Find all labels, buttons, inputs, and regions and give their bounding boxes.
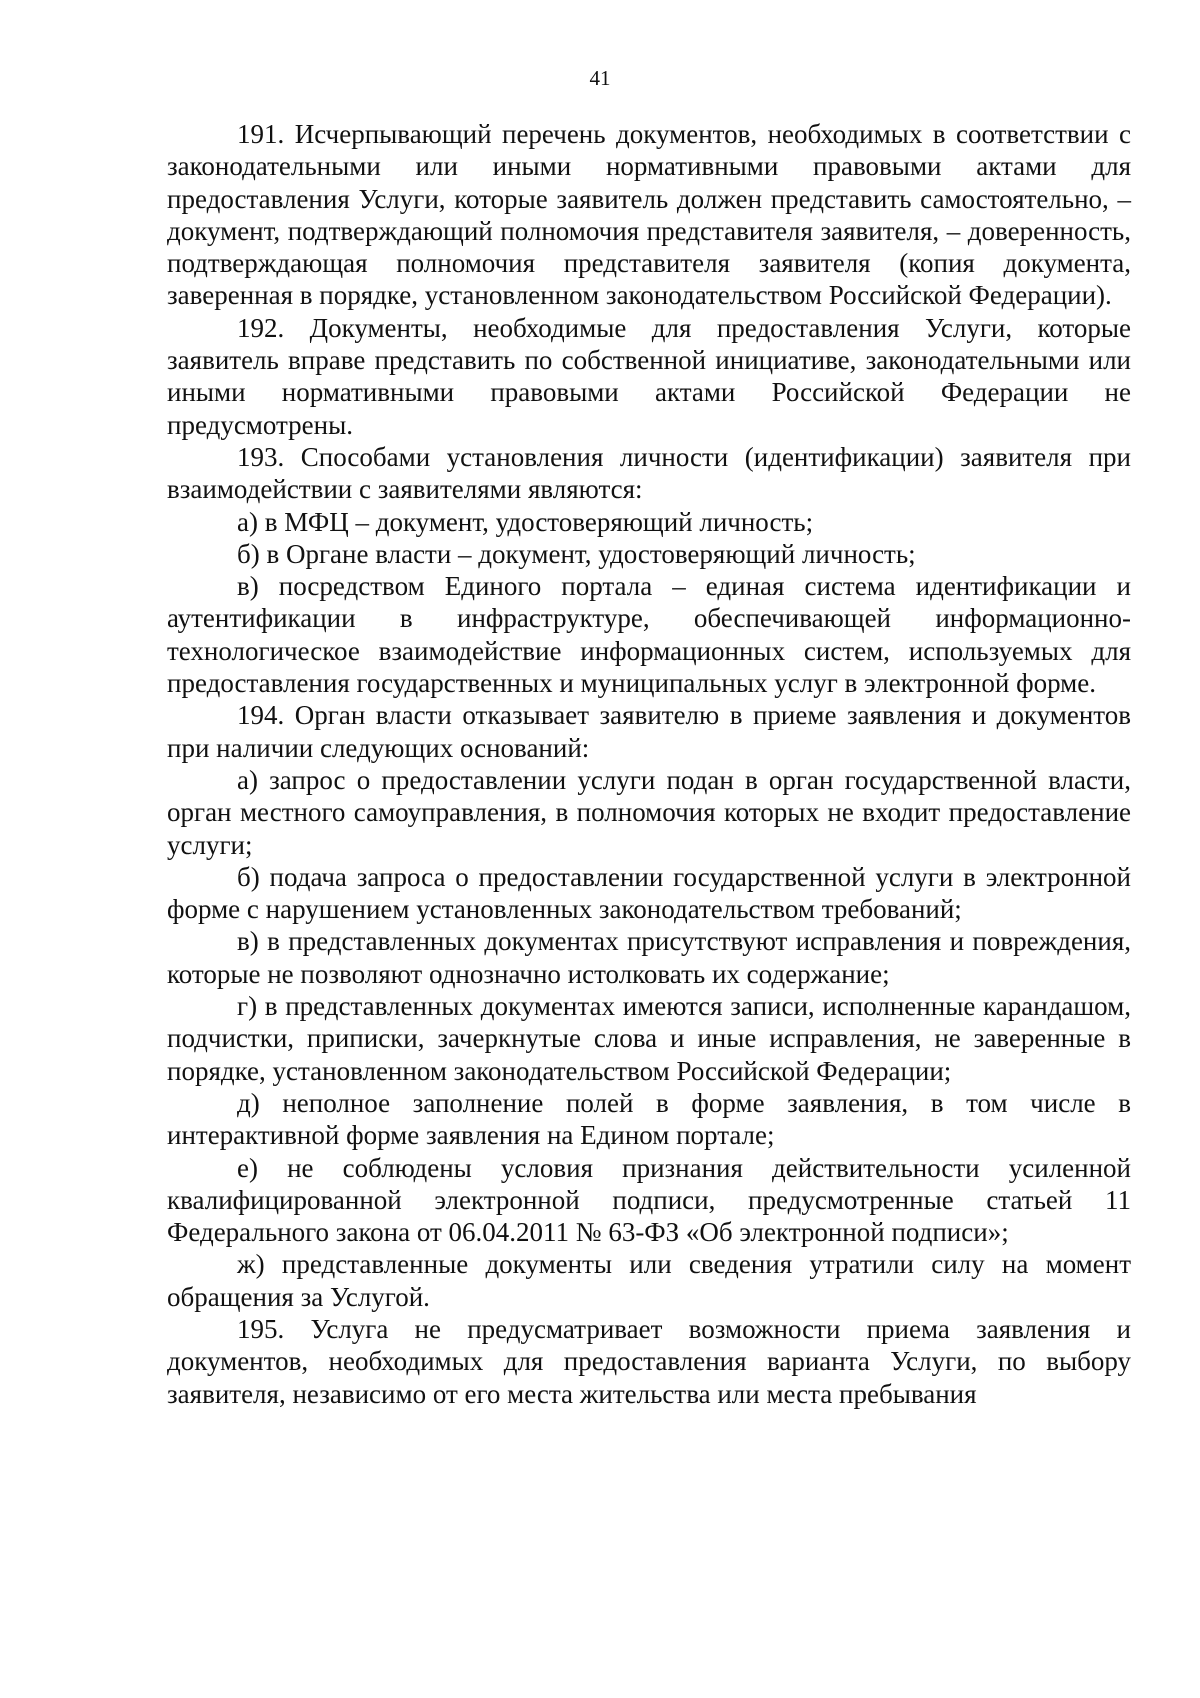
paragraph-191: 191. Исчерпывающий перечень документов, необходимых в соответствии с законодательными или иными нормативными правовыми актами для предоставления Услуги, которые заявитель должен представить самостоятельно, – документ, подтверждающий полномочия представителя заявителя, – доверенность, подтверждающая полномочия представителя заявителя (копия документа, заверенная в порядке, установленном законодательством Российской Федерации). [167,119,1131,311]
paragraph-194-b: б) подача запроса о предоставлении государственной услуги в электронной форме с нарушением установленных законодательством требований; [167,861,1131,925]
paragraph-194-g: г) в представленных документах имеются записи, исполненные карандашом, подчистки, приписки, зачеркнутые слова и иные исправления, не заверенные в порядке, установленном законодательством Российской Федерации; [167,991,1131,1086]
paragraph-194: 194. Орган власти отказывает заявителю в приеме заявления и документов при наличии следующих оснований: [167,700,1131,763]
document-body [167,118,1131,1410]
paragraph-193-b: б) в Органе власти – документ, удостоверяющий личность; [237,538,916,569]
paragraph-193-v: в) посредством Единого портала – единая система идентификации и аутентификации в инфраструктуре, обеспечивающей информационно-технологическое взаимодействие информационных систем, используемых для предоставления государственных и муниципальных услуг в электронной форме. [167,571,1131,699]
paragraph-192: 192. Документы, необходимые для предоставления Услуги, которые заявитель вправе представить по собственной инициативе, законодательными или иными нормативными правовыми актами Российской Федерации не предусмотрены. [167,312,1131,440]
paragraph-194-a: а) запрос о предоставлении услуги подан в орган государственной власти, орган местного самоуправления, в полномочия которых не входит предоставление услуги; [167,764,1131,860]
paragraph-193: 193. Способами установления личности (идентификации) заявителя при взаимодействии с заявителями являются: [167,441,1131,505]
paragraph-194-v: в) в представленных документах присутствуют исправления и повреждения, которые не позволяют однозначно истолковать их содержание; [167,926,1131,989]
paragraph-194-zh: ж) представленные документы или сведения утратили силу на момент обращения за Услугой. [167,1249,1131,1312]
page-number: 41 [589,66,611,90]
paragraph-194-e: е) не соблюдены условия признания действительности усиленной квалифицированной электронной подписи, предусмотренные статьей 11 Федерального закона от 06.04.2011 № 63-ФЗ «Об электронной подписи»; [167,1152,1131,1248]
paragraph-193-a: а) в МФЦ – документ, удостоверяющий личность; [237,506,814,537]
paragraph-194-d: д) неполное заполнение полей в форме заявления, в том числе в интерактивной форме заявления на Едином портале; [167,1087,1131,1151]
paragraph-195: 195. Услуга не предусматривает возможности приема заявления и документов, необходимых для предоставления варианта Услуги, по выбору заявителя, независимо от его места жительства или места пребывания [167,1313,1131,1409]
